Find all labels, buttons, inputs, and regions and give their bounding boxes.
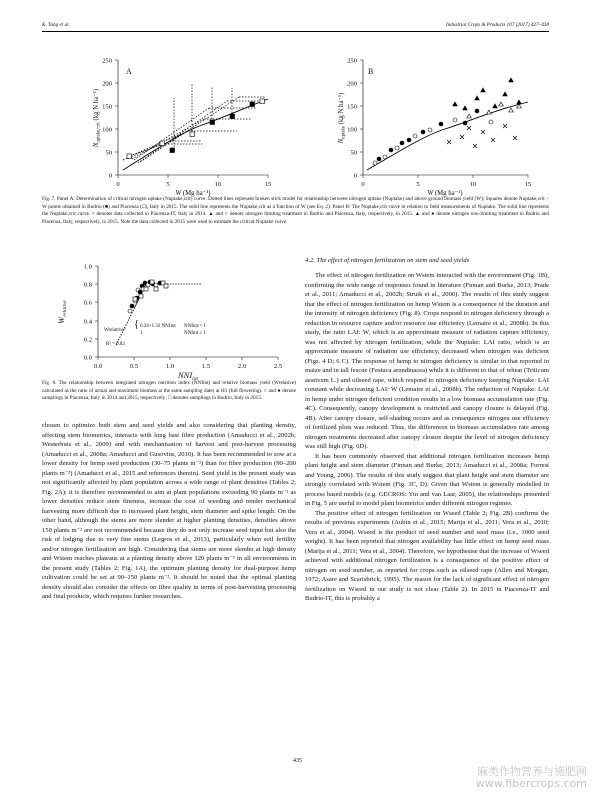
running-head-left: K. Tang et al.: [42, 22, 70, 28]
body-paragraph: chosen to optimize both stem and seed yields and also considering that planting density, affecting stem biometrics, interacts with long bast fibre production (Amaducci et al., 2002b; Westerhuis et al., 2009) and with mechanisation of harvest and post-harvest processing (Amaducci et al., 2008a; Amaducci and Gusovius, 2010). It has been recommended to sow at a lower density for hemp seed production (30–75 plants m⁻²) than for fibre production (90–200 plants m⁻²) (Amaducci et al., 2015 and references therein). Seed yield in the present study was not significantly affected by plant population across a wide range of plant densities (Tables 2; Fig. 2A); it is therefore recommended to aim at plant populations exceeding 90 plants m⁻² as lower densities reduce stem fineness, increase the cost of weeding and render mechanical harvesting more difficult due to increased plant height, stem diameter and spike length. On the other hand, although the stems are more slender at higher planting densities, densities above 150 plants m⁻² are not recommended because they do not only increase seed input but also the risk of lodging due to very fine stems (Legros et al., 2013), particularly when soil fertility and/or nitrogen fertilization are high. Considering that stems are more slender at high density and Wstem reaches plateaus at a planting density above 120 plants m⁻² in all environments in the present study (Tables 2; Fig. 1A), the optimum planting density for dual-purpose hemp cultivation could be set at 90–150 plants m⁻². It should be noted that the optimal planting density should also consider the effects on fibre quality in terms of post-harvesting processing and final products, which requires further researches.: [42, 422, 296, 600]
fig7a-broken-stick-lines: [123, 83, 266, 163]
fig7a-xtick: 15: [264, 181, 272, 188]
fig7a-xtick: 0: [116, 181, 120, 188]
svg-text:1: 1: [140, 331, 143, 336]
fig7a-ytick: 50: [105, 149, 112, 157]
fig7b-ytick: 250: [347, 57, 357, 65]
fig8-ytick: 1.0: [83, 263, 92, 271]
fig8-xtick: 1.5: [201, 363, 211, 370]
fig7b-ylabel: $N_{uptake}$ (kg N ha⁻¹): [338, 92, 347, 144]
fig7a-xlabel: W (Mg ha⁻¹): [175, 190, 211, 197]
fig7b-panel-label: B: [368, 67, 374, 76]
fig7a-ylabel: $N_{uptake,crit}$ (kg N ha⁻¹): [93, 88, 102, 148]
fig7-panel-b: [305, 44, 555, 197]
fig7b-xtick: 0: [361, 181, 365, 188]
watermark-line2: www.fibercrops.com: [475, 777, 587, 790]
svg-text:NNIint < 1: NNIint < 1: [184, 324, 206, 329]
body-paragraph: The positive effect of nitrogen fertilization on Wseed (Table 2; Fig. 2B) confirms the results of previous experiments (Aubin et al., 2015; Marija et al., 2011; Vera et al., 2010; Vera et al., 2004). Wseed is the product of seed number and seed mass (i.e., 1000 seed weight). It has been reported that nitrogen availability has little effect on hemp seed mass (Marija et al., 2011; Vera et al., 2004). Therefore, we hypothesise that the increase of Wseed achieved with additional nitrogen fertilization is a consequence of the positive effect of nitrogen on seed number, as reported for crops such as oilseed rape (Allen and Morgan, 1972; Asare and Scarisbrick, 1995). The reason for the lack of significant effect of nitrogen fertilization on Wseed in our study is not clear (Table 2). In 2015 in Piacenza-IT and Budrio-IT, this is probably a: [305, 509, 549, 602]
fig7a-panel-label: A: [126, 67, 132, 76]
body-paragraph: It has been commonly observed that additional nitrogen fertilization increases hemp plant height and stem diameter (Finnan and Burke, 2013; Amaducci et al., 2008a; Forrest and Young, 2006). The results of this study suggest that plant height and stem diameter are strongly correlated with Wstem (Fig. 3C, D). Given that Wstem is generally modelled in process based models (e.g. GECROS: Yin and van Laar, 2005), the relationships presented in Fig. 5 are useful to model plant biometrics under different nitrogen regimes.: [305, 452, 549, 507]
fig7a-xtick: 5: [166, 181, 170, 188]
fig7b-markers: [373, 78, 521, 165]
watermark: [476, 766, 587, 790]
fig7b-xtick: 15: [524, 181, 532, 188]
section-heading: 4.2. The effect of nitrogen fertilization on stem and seed yields: [305, 257, 470, 264]
fig7b-xtick: 5: [416, 181, 420, 188]
fig8-ylabel: $W_{relative}$: [56, 300, 68, 324]
fig8-ytick: 0.8: [83, 281, 92, 289]
fig8-xtick: 2.0: [237, 363, 247, 370]
fig8-xtick: 0.5: [129, 363, 139, 370]
fig8-equation: [104, 319, 206, 347]
fig8-xlabel: $NNI_{int}$: [178, 370, 198, 382]
svg-text:R² = 0.82: R² = 0.82: [106, 342, 125, 347]
fig8-xtick: 2.5: [273, 363, 283, 370]
figure7-caption: Fig. 7. Panel A: Determination of critical nitrogen uptake (Nuptake,crit) curve. Dotted lines represent broken stick model for relationship between nitrogen uptake (Nuptake) and above ground biomass yield (W); Squares denote Nuptake,crit − W points obtained in Budrio (■) and Piacenza (□), Italy in 2015. The solid line represents the Nuptake,crit as a function of W (see Eq. 2). Panel B: The Nuptake,crit curve in relation to field measurements of Nuptake. The solid line represents the Nuptake,crit curve. × denotes data collected in Piacenza-IT, Italy in 2014. ▲ and ○ denote nitrogen limiting treatment in Budrio and Piacenza, Italy, respectively, in 2015. ▲ and ● denote nitrogen non-limiting treatment in Budrio and Piacenza, Italy, respectively, in 2015. Note the data collected in 2015 were used to estimate the critical Nuptake curve.: [42, 196, 549, 225]
figure8-caption: Fig. 8. The relationship between integrated nitrogen nutrition index (NNIint) and relative biomass yield (Wrelative) calculated as the ratio of actual and maximum biomass at the same sampling date) at H1 (full flowering). ○ and ● denote samplings in Piacenza, Italy in 2014 and 2015, respectively; □ denotes samplings in Budrio, Italy in 2015.: [42, 380, 296, 402]
fig8-xtick: 1.0: [165, 363, 175, 370]
right-column: [305, 271, 549, 604]
fig8-markers: [128, 280, 168, 313]
svg-text:Wrelative=: Wrelative=: [104, 328, 127, 333]
fig7b-xtick: 10: [469, 181, 477, 188]
fig7a-xtick: 10: [214, 181, 222, 188]
fig8-xtick: 0.0: [93, 363, 103, 370]
fig7b-ytick: 100: [347, 126, 357, 134]
fig8-ytick: 0.2: [83, 336, 92, 344]
left-column: [42, 421, 296, 602]
fig7a-ytick: 0: [108, 172, 112, 180]
fig7b-xlabel: W (Mg ha⁻¹): [427, 190, 463, 197]
fig8-ytick: 0.6: [83, 299, 92, 307]
fig8-chart: [42, 256, 296, 382]
fig7a-ytick: 150: [102, 103, 112, 111]
header-rule: [42, 31, 549, 32]
svg-text:NNIint ≥ 1: NNIint ≥ 1: [184, 331, 206, 336]
fig7a-critical-curve: [123, 99, 268, 170]
page-number: 435: [293, 758, 302, 764]
fig8-ytick: 0.0: [83, 354, 92, 362]
fig7b-critical-curve: [367, 102, 528, 170]
fig7b-ytick: 200: [347, 80, 357, 88]
svg-text:0.34+1.32 NNIint: 0.34+1.32 NNIint: [140, 324, 176, 329]
fig7b-ytick: 50: [350, 149, 357, 157]
fig8-ytick: 0.4: [83, 318, 92, 326]
fig7b-ytick: 0: [353, 172, 357, 180]
fig7a-ytick: 200: [102, 80, 112, 88]
fig7a-ytick: 100: [102, 126, 112, 134]
fig7a-ytick: 250: [102, 57, 112, 65]
svg-text:{: {: [134, 319, 139, 330]
fig7b-ytick: 150: [347, 103, 357, 111]
fig7-panel-a: [42, 44, 292, 197]
body-paragraph: The effect of nitrogen fertilization on Wstem interacted with the environment (Fig. 1B), confirming the wide range of responses found in literature (Finnan and Burke, 2013; Prade et al., 2011; Amaducci et al., 2002b; Struik et al., 2000). The results of this study suggest that the effect of nitrogen fertilization on hemp Wstem is a consequence of the duration and the intensity of nitrogen deficiency (Fig. 8). Crops respond to nitrogen deficiency through a reduction in resource capture and/or resource use efficiency (Lemaire et al., 2008b). In this study, the ratio LAI: W, which is an approximate measure of radiation capture efficiency, was not affected by nitrogen fertilization, while the Nuptake: LAI ratio, which is an approximate measure of radiation use efficiency, decreased when nitrogen was deficient (Figs. 4 D; 6 C). The response of hemp to nitrogen deficiency is similar to that reported in maize and in tall fescue (Festuca arundinacea) while it is different to that of wheat (Triticum aestivum L.) and oilseed rape, which respond to nitrogen deficiency keeping Nuptake: LAI constant while decreasing LAI: W (Lemaire et al., 2008b). The reduction of Nuptake: LAI in hemp under nitrogen deficient condition results in a low biomass accumulation rate (Fig. 4C). Consequently, canopy development is restricted and canopy closure is delayed (Fig. 4B). After canopy closure, self-shading occurs and as consequence nitrogen use efficiency of fertilized plots was reduced. Thus, the differences in biomass accumulation rate among nitrogen treatments decreased after canopy closure despite the level of nitrogen deficiency was still high (Fig. 6D).: [305, 272, 549, 450]
running-head-right: Industrial Crops & Products 107 (2017) 427–438: [445, 22, 549, 28]
watermark-line1: 麻类作物营养与施肥网: [477, 765, 587, 778]
